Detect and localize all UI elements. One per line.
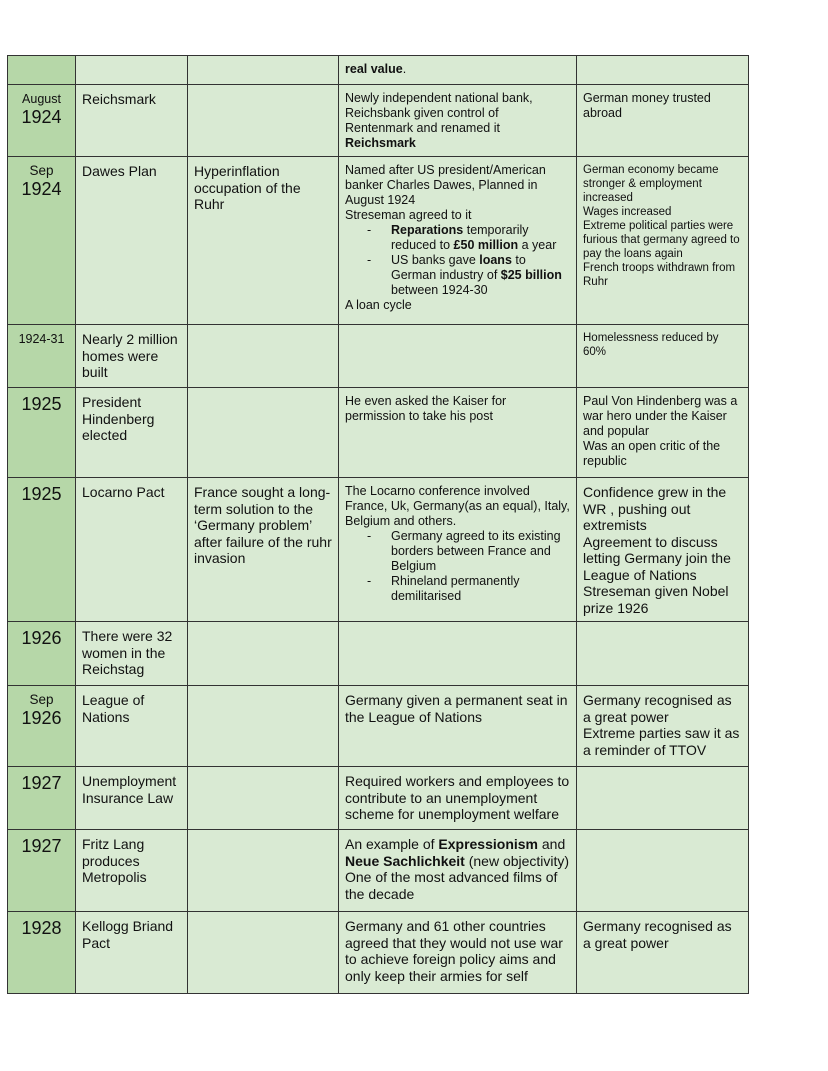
- bold-text: loans: [479, 253, 512, 267]
- date-month: 1924-31: [18, 332, 65, 346]
- text-run: Confidence grew in the WR , pushing out extremists: [583, 484, 727, 533]
- date-year: 1928: [21, 918, 62, 938]
- event-cell: Nearly 2 million homes were built: [76, 325, 188, 388]
- text-run: French troops withdrawn from Ruhr: [583, 262, 736, 288]
- bold-text: real value: [345, 62, 403, 76]
- paragraph: [583, 692, 742, 725]
- text-run: He even asked the Kaiser for permission to take his post: [345, 394, 507, 423]
- text-run: Streseman agreed to it: [345, 208, 472, 222]
- paragraph: [345, 208, 570, 223]
- text-run: Extreme political parties were furious that germany agreed to pay the loans again: [583, 220, 740, 260]
- date-cell: [8, 157, 76, 325]
- paragraph: [345, 869, 570, 902]
- details-cell: [339, 686, 577, 767]
- impact-cell: [577, 686, 749, 767]
- date-year: 1926: [21, 628, 62, 648]
- text-run: Newly independent national bank, Reichsbank given control of Rentenmark and renamed it: [345, 91, 533, 135]
- text-run: Was an open critic of the republic: [583, 439, 721, 468]
- table-row: [8, 85, 749, 157]
- causes-cell: France sought a long-term solution to the ‘Germany problem’ after failure of the ruhr invasion: [188, 478, 339, 622]
- text-run: between 1924-30: [391, 283, 488, 297]
- date-year: 1925: [21, 484, 62, 504]
- impact-cell: [577, 478, 749, 622]
- details-cell: [339, 325, 577, 388]
- text-run: temporarily reduced to: [391, 223, 529, 252]
- text-run: Germany recognised as a great power: [583, 918, 732, 951]
- paragraph: [345, 394, 570, 424]
- paragraph: [583, 725, 742, 758]
- bold-text: £50 million: [453, 238, 519, 252]
- paragraph: [583, 163, 742, 205]
- paragraph: [345, 918, 570, 984]
- text-run: Homelessness reduced by 60%: [583, 332, 719, 358]
- event-cell: There were 32 women in the Reichstag: [76, 622, 188, 686]
- paragraph: [345, 163, 570, 208]
- date-cell: [8, 85, 76, 157]
- impact-cell: [577, 56, 749, 85]
- table-row: [8, 767, 749, 830]
- date-year: 1924: [21, 179, 62, 199]
- paragraph: [345, 692, 570, 725]
- table-row: [8, 157, 749, 325]
- bullet-item: [345, 223, 570, 253]
- table-row: [8, 478, 749, 622]
- causes-cell: [188, 85, 339, 157]
- impact-cell: [577, 157, 749, 325]
- details-cell: [339, 85, 577, 157]
- text-run: Wages increased: [583, 206, 672, 218]
- text-run: Agreement to discuss letting Germany join the League of Nations: [583, 533, 731, 583]
- paragraph: [345, 836, 570, 869]
- causes-cell: [188, 686, 339, 767]
- text-run: Germany and 61 other countries agreed that they would not use war to achieve foreign policy aims and only keep their armies for self: [345, 918, 563, 984]
- text-run: Required workers and employees to contribute to an unemployment scheme for unemployment welfare: [345, 773, 570, 822]
- details-cell: [339, 767, 577, 830]
- text-run: Paul Von Hindenberg was a war hero under the Kaiser and popular: [583, 394, 738, 438]
- date-cell: [8, 912, 76, 994]
- date-month: Sep: [29, 692, 54, 707]
- causes-cell: [188, 622, 339, 686]
- text-run: Germany given a permanent seat in the League of Nations: [345, 692, 568, 725]
- causes-cell: Hyperinflation occupation of the Ruhr: [188, 157, 339, 325]
- impact-cell: [577, 388, 749, 478]
- paragraph: [345, 773, 570, 823]
- impact-cell: [577, 85, 749, 157]
- text-run: .: [402, 62, 407, 76]
- date-cell: [8, 830, 76, 912]
- event-cell: Kellogg Briand Pact: [76, 912, 188, 994]
- event-cell: Reichsmark: [76, 85, 188, 157]
- date-cell: [8, 686, 76, 767]
- paragraph: [583, 91, 742, 121]
- impact-cell: [577, 830, 749, 912]
- text-run: Rhineland permanently demilitarised: [391, 574, 520, 603]
- text-run: US banks gave: [391, 253, 480, 267]
- bullet-item: [345, 253, 570, 298]
- details-cell: [339, 56, 577, 85]
- causes-cell: [188, 830, 339, 912]
- paragraph: [583, 583, 742, 616]
- paragraph: [583, 484, 742, 534]
- text-run: and: [538, 836, 566, 852]
- causes-cell: [188, 56, 339, 85]
- paragraph: [583, 219, 742, 261]
- paragraph: [345, 484, 570, 529]
- text-run: Named after US president/American banker Charles Dawes, Planned in August 1924: [345, 163, 546, 207]
- date-year: 1924: [21, 107, 62, 127]
- date-year: 1927: [21, 836, 62, 856]
- text-run: German money trusted abroad: [583, 91, 711, 120]
- date-cell: [8, 388, 76, 478]
- causes-cell: [188, 388, 339, 478]
- text-run: German economy became stronger & employment increased: [583, 164, 719, 204]
- date-year: 1926: [21, 708, 62, 728]
- text-run: Extreme parties saw it as a reminder of TTOV: [583, 725, 740, 758]
- timeline-table: [7, 55, 749, 994]
- paragraph: [583, 394, 742, 439]
- date-cell: [8, 56, 76, 85]
- text-run: An example of: [345, 836, 439, 852]
- event-cell: [76, 56, 188, 85]
- details-cell: [339, 622, 577, 686]
- bold-text: $25 billion: [500, 268, 562, 282]
- table-row: [8, 388, 749, 478]
- causes-cell: [188, 325, 339, 388]
- text-run: A loan cycle: [345, 298, 412, 312]
- paragraph: [345, 298, 570, 313]
- impact-cell: [577, 767, 749, 830]
- event-cell: Fritz Lang produces Metropolis: [76, 830, 188, 912]
- event-cell: League of Nations: [76, 686, 188, 767]
- table-row: [8, 686, 749, 767]
- causes-cell: [188, 767, 339, 830]
- details-cell: [339, 478, 577, 622]
- paragraph: [345, 62, 570, 77]
- causes-cell: [188, 912, 339, 994]
- details-cell: [339, 157, 577, 325]
- date-cell: [8, 767, 76, 830]
- impact-cell: [577, 912, 749, 994]
- event-cell: President Hindenberg elected: [76, 388, 188, 478]
- date-cell: [8, 622, 76, 686]
- impact-cell: [577, 325, 749, 388]
- paragraph: [583, 331, 742, 359]
- details-cell: [339, 912, 577, 994]
- impact-cell: [577, 622, 749, 686]
- paragraph: [583, 261, 742, 289]
- paragraph: [345, 91, 570, 151]
- table-row: [8, 56, 749, 85]
- date-cell: [8, 478, 76, 622]
- details-cell: [339, 388, 577, 478]
- table-row: [8, 325, 749, 388]
- text-run: (new objectivity): [464, 852, 570, 869]
- text-run: a year: [518, 238, 557, 252]
- table-row: [8, 830, 749, 912]
- date-month: Sep: [29, 163, 54, 178]
- text-run: Germany recognised as a great power: [583, 692, 732, 725]
- paragraph: [583, 534, 742, 584]
- text-run: to German industry of: [391, 253, 526, 282]
- text-run: Germany agreed to its existing borders between France and Belgium: [391, 529, 561, 573]
- bold-text: Neue Sachlichkeit: [345, 852, 465, 869]
- event-cell: Locarno Pact: [76, 478, 188, 622]
- paragraph: [583, 918, 742, 951]
- bullet-item: [345, 529, 570, 574]
- bold-text: Expressionism: [438, 836, 538, 852]
- text-run: Streseman given Nobel prize 1926: [583, 583, 729, 616]
- bold-text: Reparations: [391, 223, 464, 237]
- date-year: 1925: [21, 394, 62, 414]
- date-month: August: [22, 92, 61, 106]
- paragraph: [583, 439, 742, 469]
- details-cell: [339, 830, 577, 912]
- bold-text: Reichsmark: [345, 136, 416, 150]
- event-cell: Unemployment Insurance Law: [76, 767, 188, 830]
- date-year: 1927: [21, 773, 62, 793]
- paragraph: [583, 205, 742, 219]
- event-cell: Dawes Plan: [76, 157, 188, 325]
- table-row: [8, 622, 749, 686]
- date-cell: [8, 325, 76, 388]
- text-run: One of the most advanced films of the decade: [345, 869, 558, 902]
- text-run: The Locarno conference involved France, Uk, Germany(as an equal), Italy, Belgium and others.: [345, 484, 570, 528]
- bullet-item: [345, 574, 570, 604]
- table-row: [8, 912, 749, 994]
